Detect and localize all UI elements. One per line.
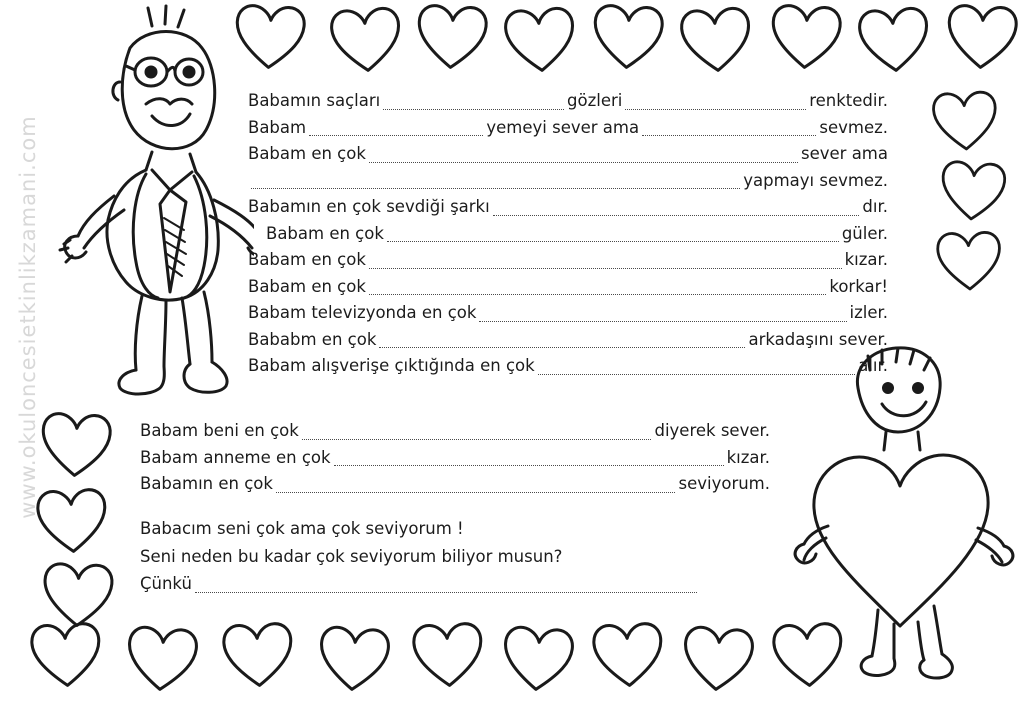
- line-text: gözleri: [567, 91, 623, 110]
- line-text: arkadaşını sever.: [748, 329, 888, 349]
- answer-blank[interactable]: [369, 267, 842, 269]
- answer-blank[interactable]: [383, 108, 564, 110]
- line-text: renktedir.: [809, 91, 888, 110]
- answer-blank[interactable]: [309, 134, 483, 136]
- heart-outline: [768, 2, 844, 72]
- answer-blank[interactable]: [195, 591, 697, 593]
- line-text: seviyorum.: [678, 474, 770, 493]
- answer-blank[interactable]: [642, 134, 816, 136]
- child-with-heart-drawing: [790, 340, 1020, 684]
- line-text: Babam en çok: [248, 144, 366, 163]
- worksheet-line-angry-at-mum: [140, 445, 770, 472]
- heart-outline: [414, 2, 490, 72]
- heart-outline: [410, 620, 486, 690]
- line-text: Babam beni en çok: [140, 421, 299, 440]
- line-text: dır.: [862, 197, 888, 216]
- worksheet-line-love-you-daddy: Babacım seni çok ama çok seviyorum !: [140, 519, 464, 538]
- line-text: diyerek sever.: [654, 421, 770, 440]
- heart-outline: [944, 2, 1020, 72]
- heart-outline: [38, 410, 114, 480]
- worksheet-line-laughs-at: [248, 221, 888, 248]
- line-text: alır.: [858, 356, 888, 375]
- answer-blank[interactable]: [251, 187, 740, 189]
- line-text: güler.: [841, 223, 888, 243]
- heart-outline: [678, 5, 754, 75]
- worksheet-line-likes-most: [248, 141, 888, 168]
- line-text: Babam alışverişe çıktığında en çok: [248, 356, 535, 375]
- worksheet-line-hair-eyes-color: [248, 88, 888, 115]
- line-text: Babamın en çok: [140, 474, 273, 493]
- line-text: izler.: [849, 303, 888, 322]
- answer-blank[interactable]: [538, 373, 856, 375]
- heart-outline: [680, 624, 756, 694]
- dad-drawing: [34, 4, 254, 408]
- worksheet-line-gets-angry: [248, 247, 888, 274]
- answer-blank[interactable]: [334, 464, 724, 466]
- worksheet-line-favourite-song: [248, 194, 888, 221]
- line-text: korkar!: [829, 276, 888, 296]
- line-text: Babam televizyonda en çok: [248, 303, 477, 322]
- heart-outline: [856, 5, 932, 75]
- heart-outline: [328, 5, 404, 75]
- answer-blank[interactable]: [369, 293, 826, 295]
- line-text: Bababm en çok: [248, 329, 377, 349]
- line-text: Babam en çok: [248, 250, 366, 269]
- line-text: Babam en çok: [266, 223, 384, 243]
- answer-blank[interactable]: [276, 491, 676, 493]
- worksheet-line-tv-watches: [248, 300, 888, 327]
- heart-outline: [930, 88, 1000, 154]
- line-text: yapmayı sevmez.: [743, 170, 888, 190]
- heart-outline: [934, 228, 1004, 294]
- worksheet-line-favourite-friend: [248, 327, 888, 354]
- worksheet-line-is-afraid: [248, 274, 888, 301]
- heart-outline: [502, 5, 578, 75]
- worksheet-line-shopping-buys: [248, 353, 888, 380]
- answer-blank[interactable]: [369, 161, 798, 163]
- answer-blank[interactable]: [302, 438, 652, 440]
- site-watermark: www.okuloncesietkinlikzamani.com: [16, 115, 40, 519]
- heart-outline: [28, 620, 104, 690]
- answer-blank[interactable]: [625, 108, 806, 110]
- line-text: Babam en çok: [248, 276, 366, 296]
- answer-blank[interactable]: [387, 240, 839, 242]
- heart-outline: [124, 624, 200, 694]
- line-text: Çünkü: [140, 574, 192, 593]
- line-text: Babam anneme en çok: [140, 447, 331, 467]
- worksheet-second-lines: [140, 418, 770, 498]
- heart-outline: [590, 620, 666, 690]
- worksheet-line-doesnt-like-doing: [248, 168, 888, 195]
- line-text: sever ama: [801, 144, 888, 163]
- heart-outline: [316, 624, 392, 694]
- worksheet-line-loves-me-saying: [140, 418, 770, 445]
- heart-outline: [938, 158, 1008, 224]
- answer-blank[interactable]: [379, 346, 745, 348]
- worksheet-line-i-love-most: [140, 471, 770, 498]
- heart-outline: [500, 624, 576, 694]
- answer-blank[interactable]: [493, 214, 860, 216]
- worksheet-main-lines: [248, 88, 888, 380]
- line-text: kızar.: [844, 250, 888, 269]
- worksheet-line-because: [140, 571, 700, 598]
- worksheet-closing: [140, 515, 700, 598]
- line-text: kızar.: [726, 447, 770, 467]
- line-text: Babam: [248, 117, 307, 137]
- line-text: sevmez.: [819, 117, 889, 137]
- heart-outline: [220, 620, 296, 690]
- worksheet-line-why-question: Seni neden bu kadar çok seviyorum biliyor musun?: [140, 547, 563, 566]
- heart-outline: [590, 2, 666, 72]
- line-text: yemeyi sever ama: [486, 117, 640, 137]
- heart-outline: [34, 486, 110, 556]
- worksheet-line-food-likes-dislikes: [248, 115, 888, 142]
- line-text: Babamın en çok sevdiği şarkı: [248, 197, 490, 216]
- line-text: Babamın saçları: [248, 91, 381, 110]
- answer-blank[interactable]: [479, 320, 846, 322]
